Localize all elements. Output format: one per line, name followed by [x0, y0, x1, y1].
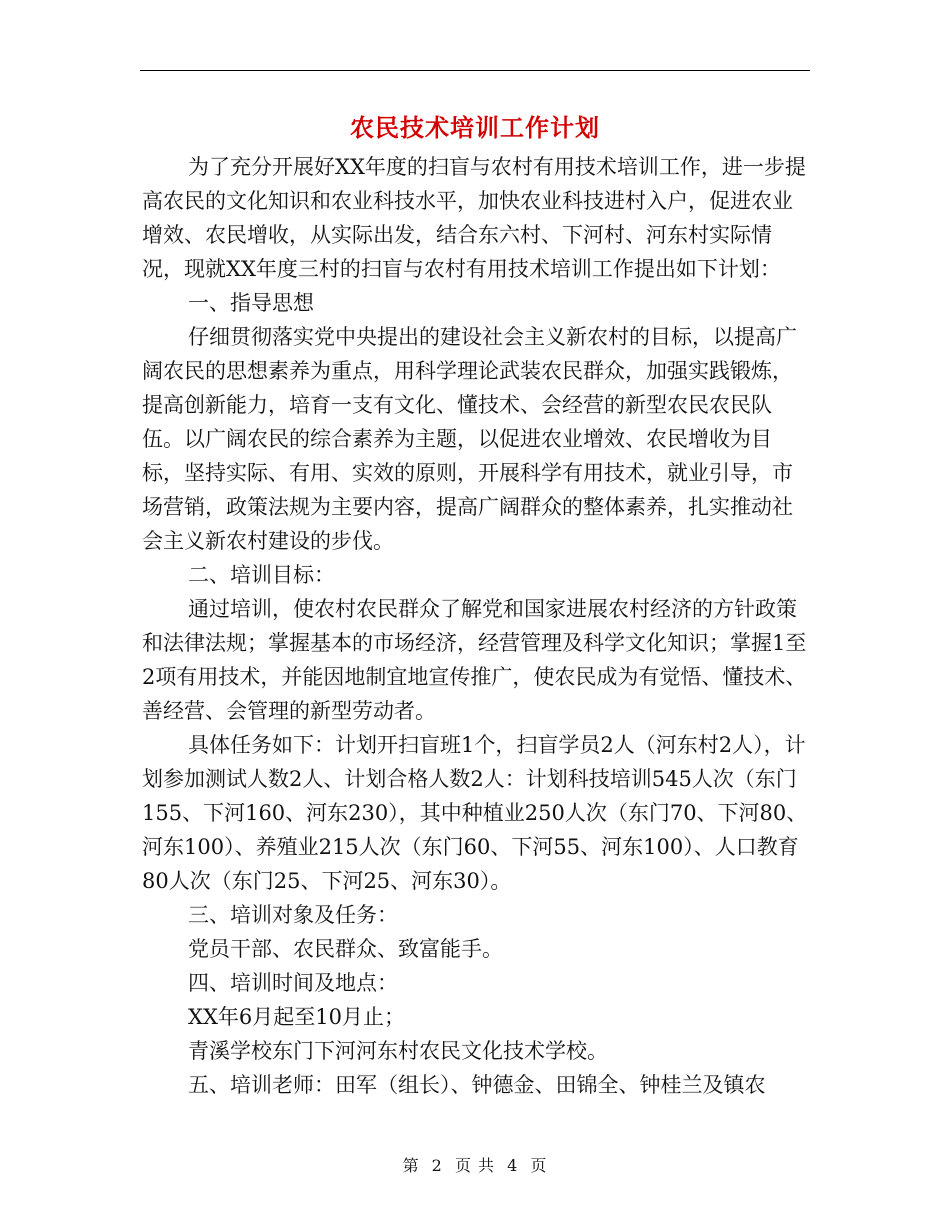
paragraph-time: XX年6月起至10月止；: [188, 1005, 405, 1029]
paragraph-specific-tasks: 具体任务如下：计划开扫盲班1个，扫盲学员2人（河东村2人），计划参加测试人数2人、计划合格人数2人：计划科技培训545人次（东门155、下河160、河东230），其中种植业250人次（东门70、下河80、河东100）、养殖业215人次（东门60、下河55、河东100）、人口教育80人次（东门25、下河25、河东30）。: [142, 733, 808, 893]
document-body: [142, 150, 808, 1102]
page-mid: 页 共: [454, 1156, 496, 1175]
paragraph-teachers: 五、培训老师：田军（组长）、钟德金、田锦全、钟桂兰及镇农: [188, 1073, 766, 1097]
header-rule: [140, 70, 810, 71]
paragraph-location: 青溪学校东门下河河东村农民文化技术学校。: [188, 1039, 608, 1063]
paragraph-training-targets: 党员干部、农民群众、致富能手。: [188, 937, 503, 961]
paragraph-training-goals: 通过培训，使农村农民群众了解党和国家进展农村经济的方针政策和法律法规；掌握基本的市场经济，经营管理及科学文化知识；掌握1至2项有用技术，并能因地制宜地宣传推广，使农民成为有觉悟、懂技术、善经营、会管理的新型劳动者。: [142, 597, 807, 723]
page-suffix: 页: [530, 1156, 548, 1175]
page-total: 4: [507, 1156, 519, 1175]
page-prefix: 第: [402, 1156, 420, 1175]
heading-guiding-ideology: 一、指导思想: [188, 291, 314, 315]
page-current: 2: [431, 1156, 443, 1175]
paragraph-intro: 为了充分开展好XX年度的扫盲与农村有用技术培训工作，进一步提高农民的文化知识和农业科技水平，加快农业科技进村入户，促进农业增效、农民增收，从实际出发，结合东六村、下河村、河东村实际情况，现就XX年度三村的扫盲与农村有用技术培训工作提出如下计划：: [142, 155, 806, 281]
heading-training-goals: 二、培训目标：: [188, 563, 335, 587]
document-title: 农民技术培训工作计划: [350, 113, 600, 142]
heading-time-location: 四、培训时间及地点：: [188, 971, 398, 995]
heading-training-targets: 三、培训对象及任务：: [188, 903, 398, 927]
page-number: [0, 1153, 950, 1176]
paragraph-guiding-ideology: 仔细贯彻落实党中央提出的建设社会主义新农村的目标，以提高广阔农民的思想素养为重点，用科学理论武装农民群众，加强实践锻炼，提高创新能力，培育一支有文化、懂技术、会经营的新型农民农民队伍。以广阔农民的综合素养为主题，以促进农业增效、农民增收为目标，坚持实际、有用、实效的原则，开展科学有用技术，就业引导，市场营销，政策法规为主要内容，提高广阔群众的整体素养，扎实推动社会主义新农村建设的步伐。: [142, 325, 797, 553]
